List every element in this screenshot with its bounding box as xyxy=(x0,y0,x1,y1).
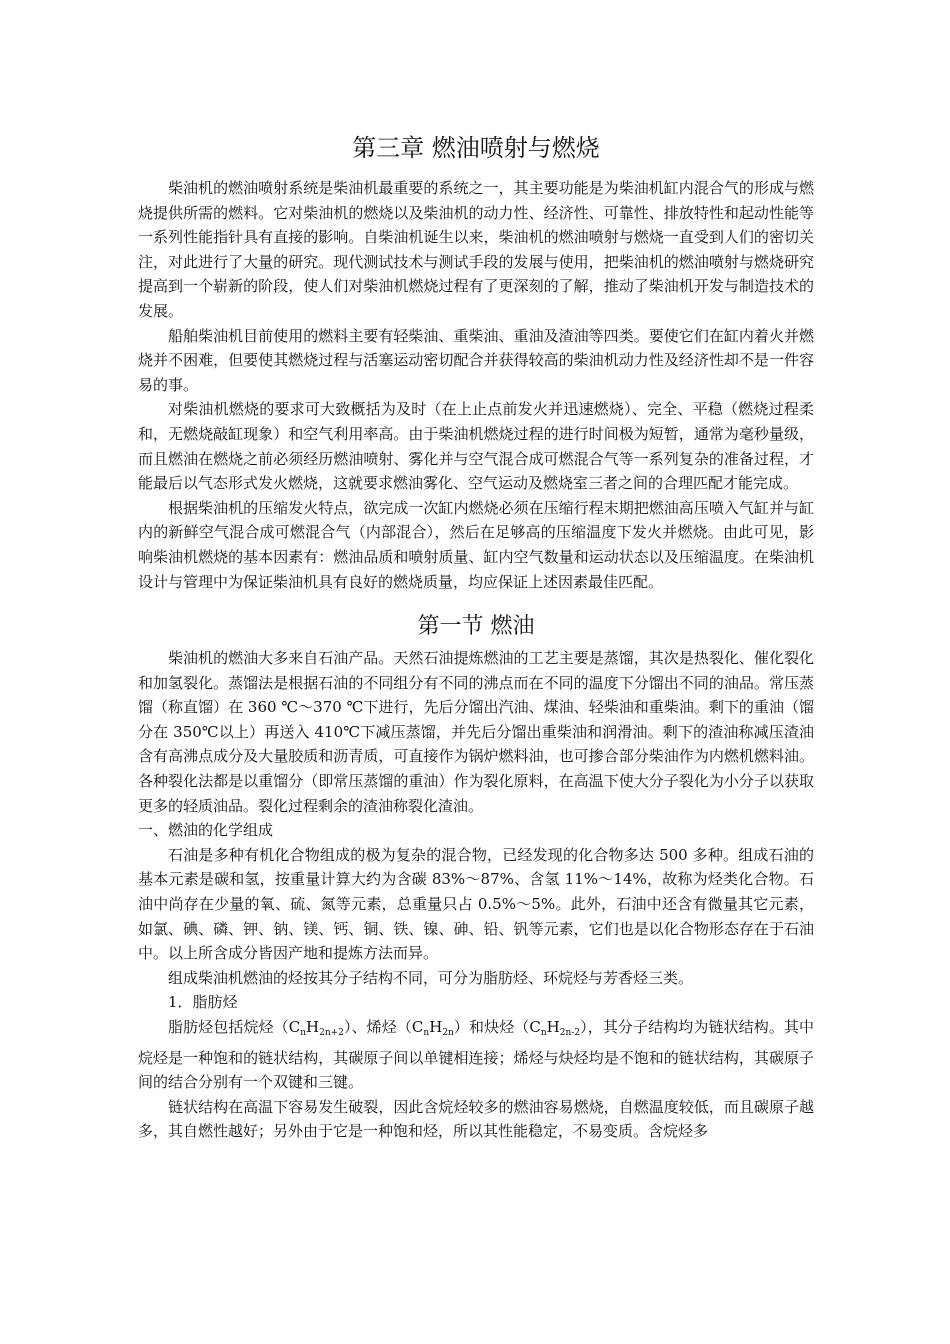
p4-sub-6: 2n-2 xyxy=(559,1028,581,1038)
p4-text-a: 脂肪烃包括烷烃（C xyxy=(168,1018,301,1036)
section-paragraph-3: 组成柴油机燃油的烃按其分子结构不同，可分为脂肪烃、环烷烃与芳香烃三类。 xyxy=(168,968,694,987)
p4-sub-2: 2n+2 xyxy=(319,1028,344,1038)
intro-paragraph-3: 对柴油机燃烧的要求可大致概括为及时（在上止点前发火并迅速燃烧）、完全、平稳（燃烧过程柔和，无燃烧敲缸现象）和空气利用率高。由于柴油机燃烧过程的进行时间极为短暂，通常为毫秒量级，而且燃油在燃烧之前必须经历燃油喷射、雾化并与空气混合成可燃混合气等一系列复杂的准备过程，才能最后以气态形式发火燃烧，这就要求燃油雾化、空气运动及燃烧室三者之间的合理匹配才能完成。 xyxy=(138,400,814,493)
p4-text-e: ）和炔烃（C xyxy=(453,1018,541,1036)
intro-paragraph-4: 根据柴油机的压缩发火特点，欲完成一次缸内燃烧必须在压缩行程末期把燃油高压喷入气缸并与缸内的新鲜空气混合成可燃混合气（内部混合），然后在足够高的压缩温度下发火并燃烧。由此可见，影响柴油机燃烧的基本因素有：燃油品质和喷射质量、缸内空气数量和运动状态以及压缩温度。在柴油机设计与管理中为保证柴油机具有良好的燃烧质量，均应保证上述因素最佳匹配。 xyxy=(138,498,814,591)
p4-text-d: H xyxy=(429,1018,443,1036)
p4-sub-3: n xyxy=(423,1028,430,1038)
intro-paragraph-1: 柴油机的燃油喷射系统是柴油机最重要的系统之一，其主要功能是为柴油机缸内混合气的形成与燃烧提供所需的燃料。它对柴油机的燃烧以及柴油机的动力性、经济性、可靠性、排放特性和起动性能等一系列性能指针具有直接的影响。自柴油机诞生以来，柴油机的燃油喷射与燃烧一直受到人们的密切关注，对此进行了大量的研究。现代测试技术与测试手段的发展与使用，把柴油机的燃油喷射与燃烧研究提高到一个崭新的阶段，使人们对柴油机燃烧过程有了更深刻的了解，推动了柴油机开发与制造技术的发展。 xyxy=(138,179,814,320)
subheading-chemical-composition: 一、燃油的化学组成 xyxy=(138,821,274,840)
section-paragraph-1: 柴油机的燃油大多来自石油产品。天然石油提炼燃油的工艺主要是蒸馏，其次是热裂化、催化裂化和加氢裂化。蒸馏法是根据石油的不同组分有不同的沸点而在不同的温度下分馏出不同的油品。常压蒸馏（称直馏）在 360 ℃～370 ℃下进行，先后分馏出汽油、煤油、轻柴油和重柴油。剩下的重油（馏分在 350℃以上）再送入 410℃下减压蒸馏，并先后分馏出重柴油和润滑油。剩下的渣油称减压渣油含有高沸点成分及大量胶质和沥青质，可直接作为锅炉燃料油，也可掺合部分柴油作为内燃机燃料油。各种裂化法都是以重馏分（即常压蒸馏的重油）作为裂化原料，在高温下使大分子裂化为小分子以获取更多的轻质油品。裂化过程剩余的渣油称裂化渣油。 xyxy=(138,649,814,815)
p4-text-f: H xyxy=(546,1018,560,1036)
section-paragraph-4 xyxy=(138,1015,814,1095)
section-paragraph-2: 石油是多种有机化合物组成的极为复杂的混合物，已经发现的化合物多达 500 多种。组成石油的基本元素是碳和氢，按重量计算大约为含碳 83%～87%、含氢 11%～14%，故称为烃类化合物。石油中尚存在少量的氧、硫、氮等元素，总重量只占 0.5%～5%。此外，石油中还含有微量其它元素，如氯、碘、磷、钾、钠、镁、钙、铜、铁、镍、砷、铅、钒等元素，它们也是以化合物形态存在于石油中。以上所含成分皆因产地和提炼方法而异。 xyxy=(138,845,814,963)
chapter-title: 第三章 燃油喷射与燃烧 xyxy=(352,134,600,162)
p4-text-g: ），其分子结构均为链状结构。其中烷烃是一种饱和的链状结构，其碳原子间以单键相连接；烯烃与炔烃均是不饱和的链状结构，其碳原子间的结合分别有一个双键和三键。 xyxy=(138,1018,815,1092)
section-paragraph-5: 链状结构在高温下容易发生破裂，因此含烷烃较多的燃油容易燃烧，自燃温度较低，而且碳原子越多，其自燃性越好；另外由于它是一种饱和烃，所以其性能稳定，不易变质。含烷烃多 xyxy=(138,1097,814,1141)
intro-paragraph-2: 船舶柴油机目前使用的燃料主要有轻柴油、重柴油、重油及渣油等四类。要使它们在缸内着火并燃烧并不困难，但要使其燃烧过程与活塞运动密切配合并获得较高的柴油机动力性及经济性却不是一件容易的事。 xyxy=(138,326,814,394)
p4-text-c: ）、烯烃（C xyxy=(343,1018,424,1036)
document-body xyxy=(138,130,814,1144)
p4-sub-1: n xyxy=(300,1028,306,1038)
p4-text-b: H xyxy=(306,1018,320,1036)
p4-sub-5: n xyxy=(540,1028,547,1038)
subheading-aliphatic: 1．脂肪烃 xyxy=(168,993,238,1012)
p4-sub-4: 2n xyxy=(442,1028,454,1038)
section-title: 第一节 燃油 xyxy=(417,614,535,640)
